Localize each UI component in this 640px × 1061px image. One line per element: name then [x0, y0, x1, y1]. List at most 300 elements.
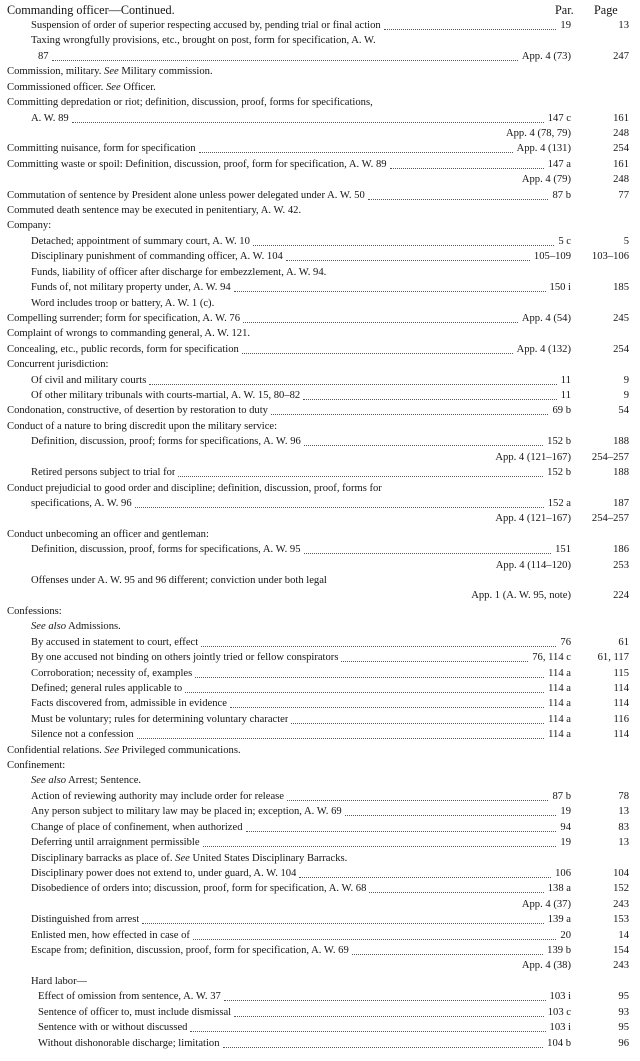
entry-heading: Commission, military. [7, 66, 102, 77]
leader-dots [185, 692, 544, 693]
leader-dots [575, 738, 610, 739]
entry-text [31, 250, 283, 264]
leader-dots [303, 399, 557, 400]
entry-text [31, 821, 243, 835]
entry-text [7, 312, 240, 326]
leader-dots [575, 461, 588, 462]
leader-dots [575, 846, 614, 847]
index-entry [0, 50, 640, 64]
index-entry [0, 574, 640, 588]
index-entry [0, 250, 640, 264]
entry-heading: Of other military tribunals with courts-martial, A. W. 15, 80–82 [31, 390, 301, 401]
paragraph-ref: 114 a [548, 683, 571, 694]
leader-dots [575, 599, 609, 600]
leader-dots [575, 723, 610, 724]
index-entry [0, 1021, 640, 1035]
leader-dots [575, 707, 610, 708]
entry-heading: Confinement: [7, 760, 66, 771]
index-entry [0, 929, 640, 943]
entry-heading: Distinguished from arrest [31, 914, 140, 925]
page-header-title: Commanding officer—Continued. [7, 3, 175, 17]
page-ref: 154 [613, 945, 629, 956]
page-ref: 13 [618, 806, 629, 817]
entry-text [31, 944, 349, 958]
entry-heading: Committing waste or spoil: Definition, discussion, proof, form for specification, A. W. 89 [7, 159, 387, 170]
leader-dots [575, 353, 609, 354]
entry-heading: Conduct of a nature to bring discredit upon the military service: [7, 421, 278, 432]
leader-dots [271, 414, 548, 415]
leader-dots [575, 29, 614, 30]
entry-heading: Change of place of confinement, when authorized [31, 822, 243, 833]
page-ref: 152 [613, 883, 629, 894]
index-entry [0, 713, 640, 727]
entry-text [38, 990, 221, 1004]
leader-dots [253, 245, 554, 246]
leader-dots [575, 245, 620, 246]
entry-heading: Concealing, etc., public records, form for specification [7, 344, 239, 355]
leader-dots [575, 260, 588, 261]
index-entry [0, 297, 640, 311]
page-ref: 187 [613, 498, 629, 509]
entry-heading: Definition, discussion, proof, forms for specifications, A. W. 95 [31, 544, 301, 555]
index-entry [0, 667, 640, 681]
paragraph-ref: App. 4 (114–120) [495, 560, 571, 571]
entry-text [7, 420, 277, 434]
page-ref: 9 [623, 375, 629, 386]
entry-text [31, 929, 190, 943]
leader-dots [193, 939, 556, 940]
entry-heading: Must be voluntary; rules for determining voluntary character [31, 714, 289, 725]
leader-dots [223, 1047, 544, 1048]
leader-dots [287, 800, 548, 801]
leader-dots [575, 384, 620, 385]
leader-dots [575, 923, 609, 924]
leader-dots [304, 445, 543, 446]
paragraph-ref: 150 i [549, 282, 571, 293]
page-ref: 185 [613, 282, 629, 293]
leader-dots [243, 322, 518, 323]
leader-dots [575, 954, 609, 955]
see-reference-target: Arrest; Sentence. [68, 775, 142, 786]
entry-text [31, 389, 300, 403]
entry-text [31, 297, 214, 311]
index-entry [0, 65, 640, 79]
index-entry [0, 805, 640, 819]
paragraph-ref: 152 b [547, 436, 571, 447]
entry-text [31, 543, 301, 557]
entry-heading: Word includes troop or battery, A. W. 1 (c). [31, 298, 215, 309]
paragraph-ref: 152 a [547, 498, 571, 509]
leader-dots [230, 707, 544, 708]
paragraph-ref: 103 i [549, 1022, 571, 1033]
leader-dots [242, 353, 513, 354]
leader-dots [384, 29, 557, 30]
entry-text [7, 343, 239, 357]
page-ref: 54 [618, 405, 629, 416]
leader-dots [135, 507, 544, 508]
leader-dots [575, 908, 609, 909]
paragraph-ref: 69 b [552, 405, 571, 416]
entry-text [38, 1021, 187, 1035]
entry-heading: Defined; general rules applicable to [31, 683, 183, 694]
index-entry [0, 19, 640, 33]
entry-heading: Enlisted men, how effected in case of [31, 930, 190, 941]
entry-heading: Commuted death sentence may be executed in penitentiary, A. W. 42. [7, 205, 302, 216]
leader-dots [575, 646, 614, 647]
index-entry [0, 281, 640, 295]
entry-text [31, 281, 231, 295]
par-column-header: Par. [555, 3, 574, 17]
page-ref: 114 [613, 683, 629, 694]
index-entry [0, 173, 640, 187]
see-reference-target: Officer. [123, 82, 156, 93]
index-entry [0, 235, 640, 249]
entry-text [7, 65, 213, 79]
index-entry [0, 189, 640, 203]
page-ref: 13 [618, 20, 629, 31]
paragraph-ref: App. 4 (79) [521, 174, 571, 185]
see-reference-target: Admissions. [68, 621, 121, 632]
index-entry [0, 204, 640, 218]
page-ref: 161 [613, 159, 629, 170]
index-entry [0, 389, 640, 403]
leader-dots [575, 291, 609, 292]
entry-text [7, 404, 268, 418]
entry-heading: Committing depredation or riot; definition, discussion, proof, forms for specifications, [7, 97, 373, 108]
entry-heading: A. W. 89 [31, 113, 69, 124]
entry-text [38, 50, 49, 64]
index-entry [0, 959, 640, 973]
page-ref: 224 [613, 590, 629, 601]
paragraph-ref: 151 [555, 544, 571, 555]
leader-dots [575, 553, 609, 554]
see-reference-label: See [175, 853, 190, 864]
index-entry [0, 836, 640, 850]
page-ref: 93 [618, 1007, 629, 1018]
entry-heading: Taxing wrongfully provisions, etc., brought on post, form for specification, A. W. [31, 35, 376, 46]
paragraph-ref: 76, 114 c [532, 652, 571, 663]
leader-dots [575, 692, 610, 693]
leader-dots [575, 1016, 614, 1017]
paragraph-ref: 19 [560, 20, 571, 31]
page-ref: 104 [613, 868, 629, 879]
index-entry [0, 774, 640, 788]
paragraph-ref: 152 b [547, 467, 571, 478]
leader-dots [575, 507, 609, 508]
index-entry [0, 682, 640, 696]
page-ref: 116 [613, 714, 629, 725]
leader-dots [369, 892, 543, 893]
entry-text [31, 867, 296, 881]
entry-text [7, 327, 250, 341]
paragraph-ref: 147 a [547, 159, 571, 170]
entry-heading: By accused in statement to court, effect [31, 637, 199, 648]
index-entry [0, 451, 640, 465]
page-ref: 243 [613, 960, 629, 971]
paragraph-ref: App. 4 (37) [521, 899, 571, 910]
entry-text [31, 34, 376, 48]
page-ref: 77 [618, 190, 629, 201]
index-entry [0, 343, 640, 357]
page-ref: 95 [618, 991, 629, 1002]
entry-text [7, 142, 196, 156]
entry-heading: Disciplinary punishment of commanding officer, A. W. 104 [31, 251, 283, 262]
entry-heading: Committing nuisance, form for specification [7, 143, 196, 154]
entry-text [38, 1006, 231, 1020]
paragraph-ref: 94 [560, 822, 571, 833]
page-ref: 61 [618, 637, 629, 648]
leader-dots [341, 661, 528, 662]
paragraph-ref: App. 4 (73) [521, 51, 571, 62]
paragraph-ref: 5 c [558, 236, 571, 247]
entry-text [31, 435, 301, 449]
entry-text [31, 913, 139, 927]
leader-dots [352, 954, 543, 955]
index-entry [0, 112, 640, 126]
entry-heading: Definition, discussion, proof; forms for specifications, A. W. 96 [31, 436, 301, 447]
paragraph-ref: App. 4 (121–167) [495, 513, 571, 524]
page-ref: 188 [613, 467, 629, 478]
leader-dots [575, 60, 609, 61]
entry-text [31, 805, 342, 819]
leader-dots [201, 646, 556, 647]
page-ref: 254–257 [591, 452, 629, 463]
leader-dots [575, 877, 609, 878]
entry-heading: Commissioned officer. [7, 82, 104, 93]
entry-heading: Disobedience of orders into; discussion, proof, form for specification, A. W. 68 [31, 883, 367, 894]
paragraph-ref: 11 [560, 390, 571, 401]
see-reference-label: See [104, 66, 119, 77]
entry-heading: Concurrent jurisdiction: [7, 359, 109, 370]
index-entry [0, 882, 640, 896]
entry-text [31, 697, 227, 711]
entry-text [7, 81, 156, 95]
entry-heading: Complaint of wrongs to commanding general, A. W. 121. [7, 328, 251, 339]
index-entry [0, 497, 640, 511]
entry-text [31, 790, 284, 804]
leader-dots [575, 168, 609, 169]
entry-heading: Commutation of sentence by President alone unless power delegated under A. W. 50 [7, 190, 365, 201]
entry-heading: Hard labor— [31, 976, 88, 987]
leader-dots [575, 445, 609, 446]
page-ref: 245 [613, 313, 629, 324]
entry-heading: Sentence with or without discussed [38, 1022, 188, 1033]
paragraph-ref: 139 b [547, 945, 571, 956]
entry-heading: Of civil and military courts [31, 375, 147, 386]
entry-text [31, 713, 288, 727]
see-reference-label: See [104, 745, 120, 756]
leader-dots [224, 1000, 546, 1001]
index-entry [0, 790, 640, 804]
page-ref: 248 [613, 128, 629, 139]
page-ref: 83 [618, 822, 629, 833]
page-ref: 153 [613, 914, 629, 925]
index-entry [0, 990, 640, 1004]
index-entry [0, 1037, 640, 1051]
leader-dots [575, 677, 610, 678]
paragraph-ref: 87 b [552, 791, 571, 802]
entry-heading: Detached; appointment of summary court, A. W. 10 [31, 236, 250, 247]
index-entry [0, 620, 640, 634]
entry-text [31, 466, 175, 480]
leader-dots [286, 260, 530, 261]
entry-text [31, 235, 250, 249]
index-entry [0, 358, 640, 372]
index-entry [0, 867, 640, 881]
index-entry [0, 944, 640, 958]
entry-heading: Deferring until arraignment permissible [31, 837, 200, 848]
leader-dots [299, 877, 551, 878]
entry-text [7, 189, 365, 203]
entry-text [31, 882, 366, 896]
leader-dots [575, 399, 620, 400]
page-ref: 248 [613, 174, 629, 185]
page-ref: 115 [613, 668, 629, 679]
page-ref: 95 [618, 1022, 629, 1033]
entry-heading: Confidential relations. [7, 745, 102, 756]
page-ref: 161 [613, 113, 629, 124]
paragraph-ref: 147 c [547, 113, 571, 124]
entry-text [7, 528, 209, 542]
leader-dots [575, 1000, 614, 1001]
entry-heading: Action of reviewing authority may include order for release [31, 791, 284, 802]
leader-dots [72, 122, 544, 123]
leader-dots [575, 1047, 614, 1048]
entry-text [31, 497, 132, 511]
paragraph-ref: 87 b [552, 190, 571, 201]
leader-dots [575, 122, 609, 123]
paragraph-ref: 106 [555, 868, 571, 879]
leader-dots [195, 677, 544, 678]
paragraph-ref: 103 i [549, 991, 571, 1002]
entry-heading: Condonation, constructive, of desertion by restoration to duty [7, 405, 268, 416]
leader-dots [575, 661, 594, 662]
leader-dots [575, 322, 609, 323]
leader-dots [390, 168, 544, 169]
index-entry [0, 697, 640, 711]
index-entry [0, 327, 640, 341]
entry-text [31, 774, 141, 788]
entry-text [31, 651, 338, 665]
leader-dots [575, 831, 614, 832]
leader-dots [203, 846, 557, 847]
leader-dots [234, 1016, 544, 1017]
leader-dots [575, 152, 609, 153]
index-entry [0, 651, 640, 665]
entry-text [31, 852, 347, 866]
leader-dots [52, 60, 518, 61]
see-reference-target: United States Disciplinary Barracks. [192, 853, 348, 864]
page-ref: 9 [623, 390, 629, 401]
entry-text [38, 1037, 220, 1051]
paragraph-ref: 138 a [547, 883, 571, 894]
entry-heading: By one accused not binding on others jointly tried or fellow conspirators [31, 652, 339, 663]
index-entry [0, 821, 640, 835]
entry-heading: Offenses under A. W. 95 and 96 different; conviction under both legal [31, 575, 327, 586]
leader-dots [575, 969, 609, 970]
index-entry [0, 543, 640, 557]
index-entry [0, 913, 640, 927]
page-ref: 254–257 [591, 513, 629, 524]
leader-dots [137, 738, 544, 739]
index-entry [0, 512, 640, 526]
index-entry [0, 744, 640, 758]
paragraph-ref: App. 1 (A. W. 95, note) [471, 590, 571, 601]
page-column-header: Page [594, 3, 618, 17]
leader-dots [575, 183, 609, 184]
index-entry [0, 404, 640, 418]
index-entry [0, 528, 640, 542]
entry-heading: Sentence of officer to, must include dismissal [38, 1007, 232, 1018]
leader-dots [190, 1031, 545, 1032]
paragraph-ref: App. 4 (38) [521, 960, 571, 971]
page-ref: 103–106 [591, 251, 629, 262]
index-entry [0, 975, 640, 989]
see-reference-label: See [105, 82, 121, 93]
page-ref: 61, 117 [597, 652, 629, 663]
page-ref: 253 [613, 560, 629, 571]
entry-heading: Effect of omission from sentence, A. W. 37 [38, 991, 221, 1002]
leader-dots [178, 476, 543, 477]
entry-heading: Disciplinary power does not extend to, under guard, A. W. 104 [31, 868, 297, 879]
index-entry [0, 728, 640, 742]
paragraph-ref: 114 a [548, 698, 571, 709]
index-entry [0, 142, 640, 156]
entry-text [7, 759, 65, 773]
paragraph-ref: 76 [560, 637, 571, 648]
leader-dots [575, 800, 614, 801]
see-reference-label: See also [31, 775, 67, 786]
leader-dots [575, 569, 609, 570]
index-entry [0, 420, 640, 434]
see-reference-target: Military commission. [121, 66, 213, 77]
entry-heading: Conduct unbecoming an officer and gentleman: [7, 529, 209, 540]
index-entry [0, 759, 640, 773]
entry-text [7, 158, 387, 172]
page-ref: 5 [623, 236, 629, 247]
entry-text [7, 204, 301, 218]
index-entry [0, 636, 640, 650]
leader-dots [149, 384, 556, 385]
entry-text [7, 219, 51, 233]
paragraph-ref: App. 4 (131) [516, 143, 571, 154]
leader-dots [368, 199, 549, 200]
entry-heading: Retired persons subject to trial for [31, 467, 176, 478]
entry-heading: Funds of, not military property under, A. W. 94 [31, 282, 231, 293]
page-ref: 114 [613, 698, 629, 709]
entry-heading: Company: [7, 220, 52, 231]
entry-text [31, 620, 121, 634]
paragraph-ref: 114 a [548, 714, 571, 725]
index-entry [0, 1006, 640, 1020]
paragraph-ref: App. 4 (54) [521, 313, 571, 324]
leader-dots [575, 137, 609, 138]
paragraph-ref: App. 4 (132) [516, 344, 571, 355]
entry-heading: Funds, liability of officer after discharge for embezzlement, A. W. 94. [31, 267, 327, 278]
entry-heading: Silence not a confession [31, 729, 134, 740]
entry-heading: Facts discovered from, admissible in evidence [31, 698, 227, 709]
entry-text [7, 605, 62, 619]
entry-heading: Any person subject to military law may be placed in; exception, A. W. 69 [31, 806, 342, 817]
page-ref: 186 [613, 544, 629, 555]
page-ref: 243 [613, 899, 629, 910]
paragraph-ref: 114 a [548, 668, 571, 679]
index-entry [0, 219, 640, 233]
entry-text [31, 667, 192, 681]
leader-dots [199, 152, 513, 153]
leader-dots [575, 815, 614, 816]
leader-dots [575, 199, 614, 200]
